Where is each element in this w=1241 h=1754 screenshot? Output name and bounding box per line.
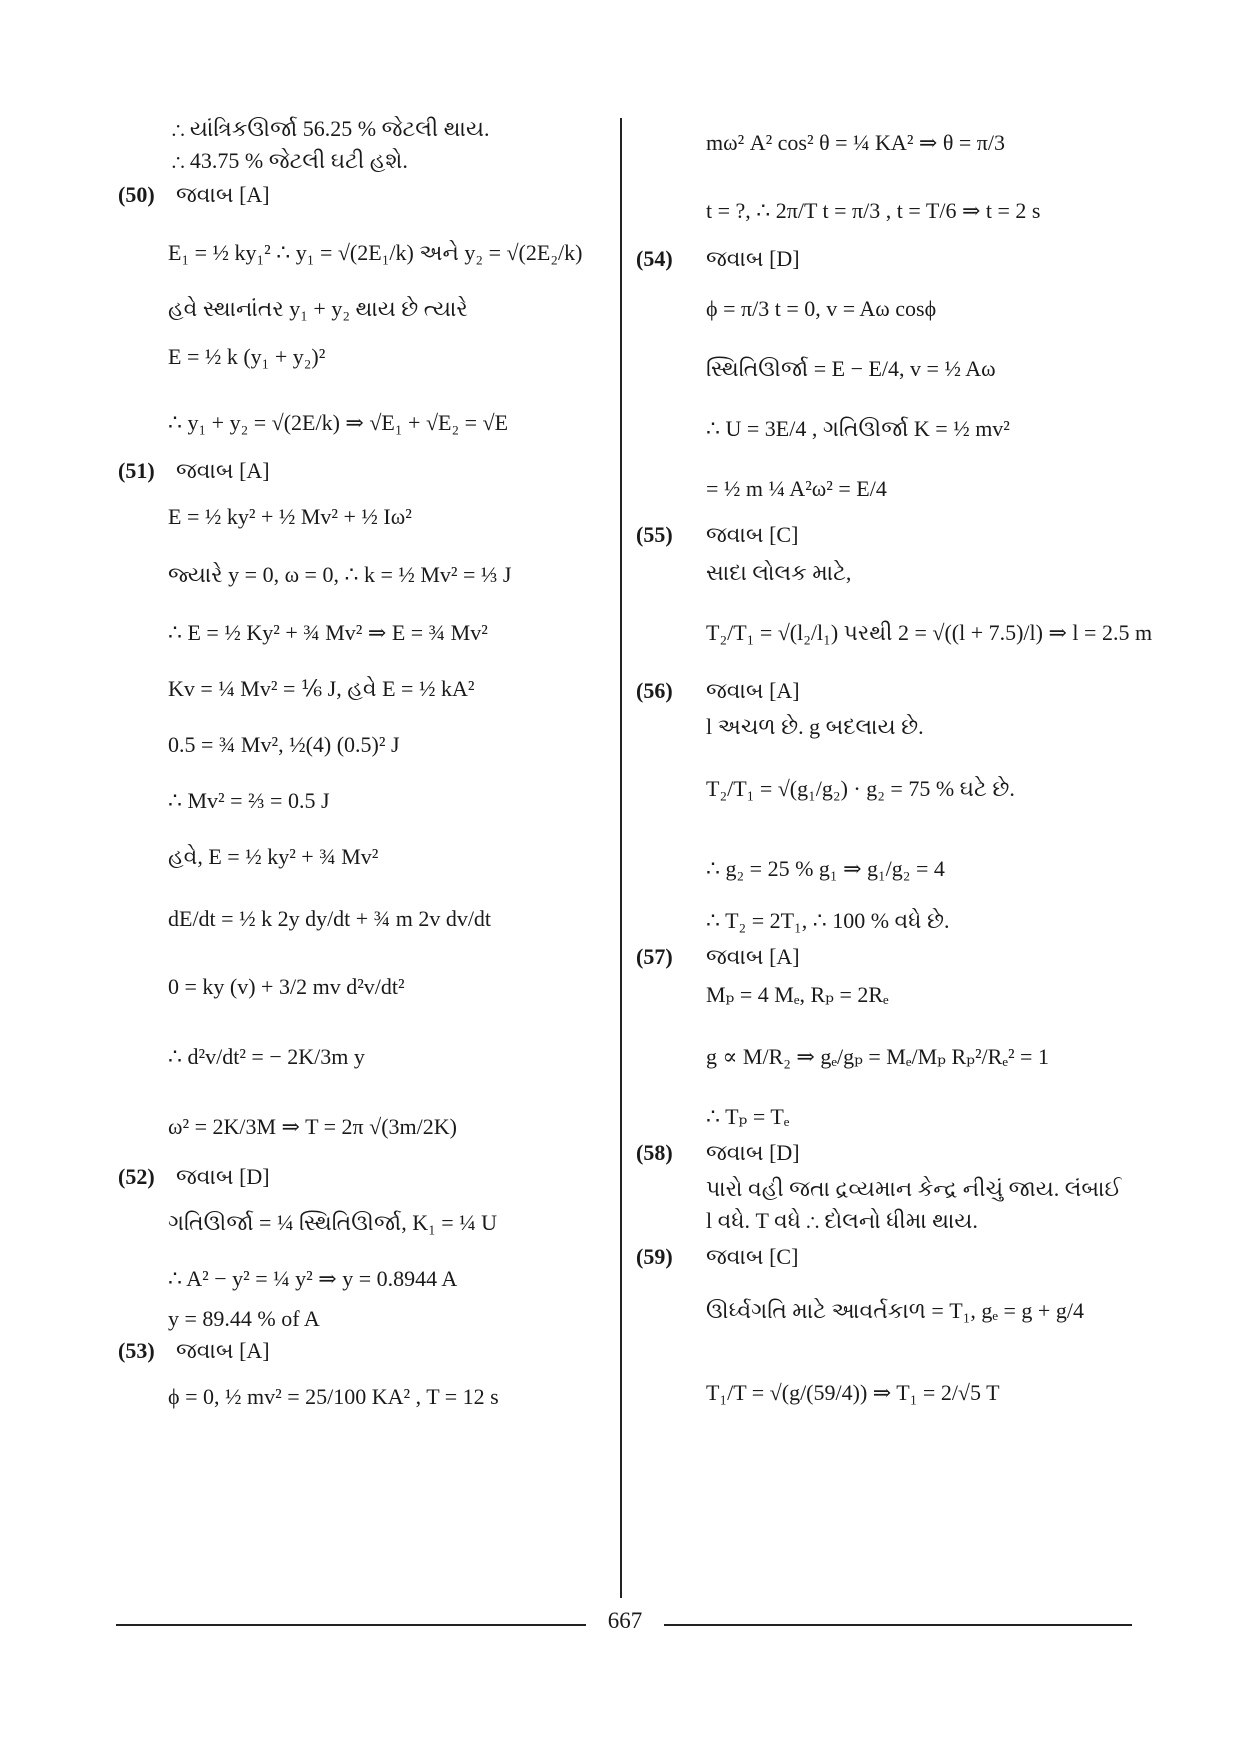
equation: Kv = ¼ Mv² = ⅙ J, હવે E = ½ kA² bbox=[168, 676, 475, 701]
answer-label: જવાબ [D] bbox=[706, 1140, 800, 1165]
answer-label: જવાબ [D] bbox=[706, 246, 800, 271]
equation: t = ?, ∴ 2π/T t = π/3 , t = T/6 ⇒ t = 2 s bbox=[706, 198, 1041, 223]
equation: સ્થિતિઊર્જા = E − E/4, v = ½ Aω bbox=[706, 356, 996, 381]
equation: E₁ = ½ ky₁² ∴ y₁ = √(2E₁/k) અને y₂ = √(2E₂/k) bbox=[168, 240, 583, 265]
answer-label: જવાબ [C] bbox=[706, 1244, 799, 1269]
equation: E = ½ ky² + ½ Mv² + ½ Iω² bbox=[168, 504, 412, 529]
question-number: (56) bbox=[636, 678, 673, 703]
equation: હવે, E = ½ ky² + ¾ Mv² bbox=[168, 844, 379, 869]
equation: = ½ m ¼ A²ω² = E/4 bbox=[706, 476, 887, 501]
column-divider bbox=[620, 118, 622, 1598]
question-number: (53) bbox=[118, 1338, 155, 1363]
answer-label: જવાબ [A] bbox=[176, 1338, 270, 1363]
equation: 0 = ky (v) + 3/2 mv d²v/dt² bbox=[168, 974, 405, 999]
text-line: પારો વહી જતા દ્રવ્યમાન કેન્દ્ર નીચું જાય. લંબાઈ bbox=[706, 1176, 1122, 1201]
equation: ∴ Tₚ = Tₑ bbox=[706, 1104, 790, 1129]
text-line: સાદા લોલક માટે, bbox=[706, 560, 852, 585]
text-line: ∴ યાંત્રિકઊર્જા 56.25 % જેટલી થાય. bbox=[172, 116, 490, 141]
equation: ϕ = π/3 t = 0, v = Aω cosϕ bbox=[706, 296, 937, 321]
text-line: ∴ 43.75 % જેટલી ઘટી હશે. bbox=[172, 148, 408, 173]
answer-label: જવાબ [A] bbox=[706, 944, 800, 969]
question-number: (55) bbox=[636, 522, 673, 547]
equation: ∴ d²v/dt² = − 2K/3m y bbox=[168, 1044, 365, 1069]
question-number: (59) bbox=[636, 1244, 673, 1269]
equation: mω² A² cos² θ = ¼ KA² ⇒ θ = π/3 bbox=[706, 130, 1006, 155]
question-number: (57) bbox=[636, 944, 673, 969]
equation: E = ½ k (y₁ + y₂)² bbox=[168, 344, 326, 369]
question-number: (51) bbox=[118, 458, 155, 483]
equation: ઊર્ધ્વગતિ માટે આવર્તકાળ = T₁, gₑ = g + g/4 bbox=[706, 1298, 1084, 1323]
equation: T₂/T₁ = √(l₂/l₁) પરથી 2 = √((l + 7.5)/l) ⇒ l = 2.5 m bbox=[706, 620, 1153, 645]
equation: જ્યારે y = 0, ω = 0, ∴ k = ½ Mv² = ⅓ J bbox=[168, 562, 512, 587]
equation: ગતિઊર્જા = ¼ સ્થિતિઊર્જા, K₁ = ¼ U bbox=[168, 1210, 498, 1235]
equation: ∴ U = 3E/4 , ગતિઊર્જા K = ½ mv² bbox=[706, 416, 1010, 441]
equation: ϕ = 0, ½ mv² = 25/100 KA² , T = 12 s bbox=[168, 1384, 499, 1409]
right-column bbox=[630, 0, 1153, 1754]
equation: ∴ g₂ = 25 % g₁ ⇒ g₁/g₂ = 4 bbox=[706, 856, 945, 881]
question-number: (52) bbox=[118, 1164, 155, 1189]
equation: y = 89.44 % of A bbox=[168, 1306, 320, 1331]
equation: Mₚ = 4 Mₑ, Rₚ = 2Rₑ bbox=[706, 982, 889, 1007]
equation: g ∝ M/R₂ ⇒ gₑ/gₚ = Mₑ/Mₚ Rₚ²/Rₑ² = 1 bbox=[706, 1044, 1049, 1069]
equation: ∴ T₂ = 2T₁, ∴ 100 % વધે છે. bbox=[706, 908, 950, 933]
left-column bbox=[112, 0, 612, 1754]
equation: dE/dt = ½ k 2y dy/dt + ¾ m 2v dv/dt bbox=[168, 906, 492, 931]
text-line: l વધે. T વધે ∴ દોલનો ધીમા થાય. bbox=[706, 1208, 978, 1233]
equation: ∴ A² − y² = ¼ y² ⇒ y = 0.8944 A bbox=[168, 1266, 458, 1291]
footer-rule-left bbox=[116, 1624, 586, 1626]
text-line: હવે સ્થાનાંતર y₁ + y₂ થાય છે ત્યારે bbox=[168, 296, 468, 321]
equation: T₁/T = √(g/(59/4)) ⇒ T₁ = 2/√5 T bbox=[706, 1380, 1000, 1405]
equation: ω² = 2K/3M ⇒ T = 2π √(3m/2K) bbox=[168, 1114, 457, 1139]
equation: ∴ E = ½ Ky² + ¾ Mv² ⇒ E = ¾ Mv² bbox=[168, 620, 488, 645]
equation: 0.5 = ¾ Mv², ½(4) (0.5)² J bbox=[168, 732, 400, 757]
answer-label: જવાબ [A] bbox=[176, 182, 270, 207]
question-number: (54) bbox=[636, 246, 673, 271]
question-number: (50) bbox=[118, 182, 155, 207]
answer-label: જવાબ [C] bbox=[706, 522, 799, 547]
page-number: 667 bbox=[607, 1608, 643, 1633]
answer-label: જવાબ [A] bbox=[176, 458, 270, 483]
equation: T₂/T₁ = √(g₁/g₂) · g₂ = 75 % ઘટે છે. bbox=[706, 776, 1015, 801]
question-number: (58) bbox=[636, 1140, 673, 1165]
answer-label: જવાબ [A] bbox=[706, 678, 800, 703]
text-line: l અચળ છે. g બદલાય છે. bbox=[706, 714, 924, 739]
equation: ∴ y₁ + y₂ = √(2E/k) ⇒ √E₁ + √E₂ = √E bbox=[168, 410, 509, 435]
equation: ∴ Mv² = ⅔ = 0.5 J bbox=[168, 788, 330, 813]
footer-rule-right bbox=[664, 1624, 1132, 1626]
answer-label: જવાબ [D] bbox=[176, 1164, 270, 1189]
